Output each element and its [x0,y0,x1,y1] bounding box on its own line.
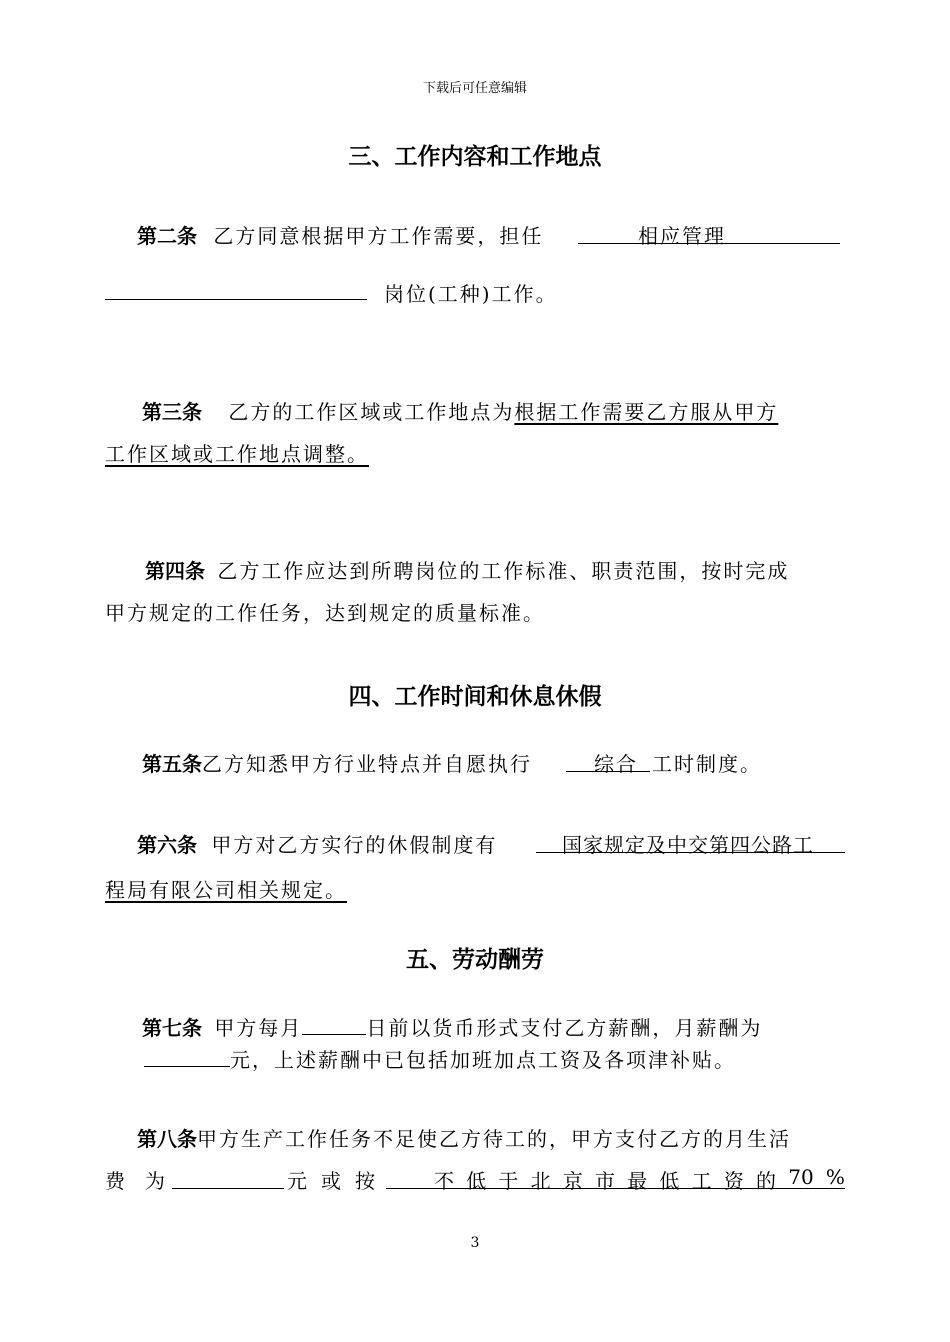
article-4-text-2: 甲方规定的工作任务，达到规定的质量标准。 [105,601,545,625]
article-5-text: 乙方知悉甲方行业特点并自愿执行 [202,752,532,776]
article-3-fill-2: 工作区域或工作地点调整。 [105,442,369,466]
article-8-fill-char: 市 [595,1169,616,1193]
article-8-fill-char: 北 [530,1169,551,1193]
article-8-char-4: 或 [321,1169,343,1193]
article-6-line-2 [105,874,355,903]
article-4-text-1: 乙方工作应达到所聘岗位的工作标准、职责范围，按时完成 [217,559,790,583]
section-heading-4: 四、工作时间和休息休假 [348,684,602,710]
article-8-fill-char: 最 [627,1169,648,1193]
article-6-fill-1: 国家规定及中交第四公路工 [562,833,814,857]
article-2-line-1 [137,220,543,249]
article-8-char-1: 费 [105,1169,127,1193]
article-7-blank-1 [302,1033,366,1035]
article-7-text-1a: 甲方每月 [214,1016,303,1040]
page-number: 3 [470,1235,480,1251]
article-2-label: 第二条 [137,224,197,248]
article-3-line-2 [105,438,377,467]
article-8-line-1 [137,1123,791,1152]
article-5-fill: 综合 [594,752,638,776]
article-4-label: 第四条 [145,559,205,583]
article-8-fill-char: 不 [434,1169,454,1193]
article-7-label: 第七条 [142,1016,202,1040]
article-8-line-2-mid [287,1165,377,1194]
article-8-fill [434,1165,845,1194]
article-2-text-2: 岗位(工种)工作。 [384,282,558,306]
article-8-fill-char: 于 [498,1169,519,1193]
article-6-line-1 [137,829,497,858]
section-heading-3: 三、工作内容和工作地点 [348,144,602,170]
article-8-fill-char: 70 [788,1165,814,1189]
article-8-char-2: 为 [145,1169,167,1193]
article-8-line-2-lead [105,1165,167,1194]
article-3-line-1 [142,396,778,425]
article-5-label: 第五条 [142,752,202,776]
article-7-text-1b: 日前以货币形式支付乙方薪酬，月薪酬为 [366,1016,763,1040]
article-8-char-3: 元 [287,1169,309,1193]
article-5-line [142,748,532,777]
article-2-blank-2 [105,299,367,300]
article-8-blank [172,1188,284,1189]
article-6-label: 第六条 [137,833,197,857]
article-2-fill: 相应管理 [638,224,726,248]
article-8-fill-char: 的 [756,1169,777,1193]
article-7-text-2: 元，上述薪酬中已包括加班加点工资及各项津补贴。 [230,1048,736,1072]
article-4-line-1 [145,555,789,584]
article-3-text: 乙方的工作区域或工作地点为 [228,400,515,424]
article-8-fill-char: 京 [562,1169,583,1193]
article-8-fill-char: 低 [659,1169,680,1193]
page-header: 下载后可任意编辑 [422,81,527,96]
article-8-fill-char: 资 [723,1169,744,1193]
article-7-line-2 [144,1044,736,1073]
article-3-label: 第三条 [142,400,202,424]
article-2-text: 乙方同意根据甲方工作需要，担任 [213,224,544,248]
article-8-fill-char: 低 [466,1169,487,1193]
article-7-blank-2 [144,1065,230,1067]
article-6-text: 甲方对乙方实行的休假制度有 [211,833,498,857]
section-heading-5: 五、劳动酬劳 [406,947,544,973]
article-5-text-2: 工时制度。 [652,752,762,776]
article-8-label: 第八条 [137,1127,197,1151]
article-8-fill-char: % [825,1165,845,1189]
article-7-line-1 [142,1012,762,1041]
article-8-fill-char: 工 [691,1169,712,1193]
article-8-text-1: 甲方生产工作任务不足使乙方待工的，甲方支付乙方的月生活 [197,1127,791,1151]
article-8-char-5: 按 [355,1169,377,1193]
article-6-fill-2: 程局有限公司相关规定。 [105,878,347,902]
article-3-fill-1: 根据工作需要乙方服从甲方 [514,400,779,424]
